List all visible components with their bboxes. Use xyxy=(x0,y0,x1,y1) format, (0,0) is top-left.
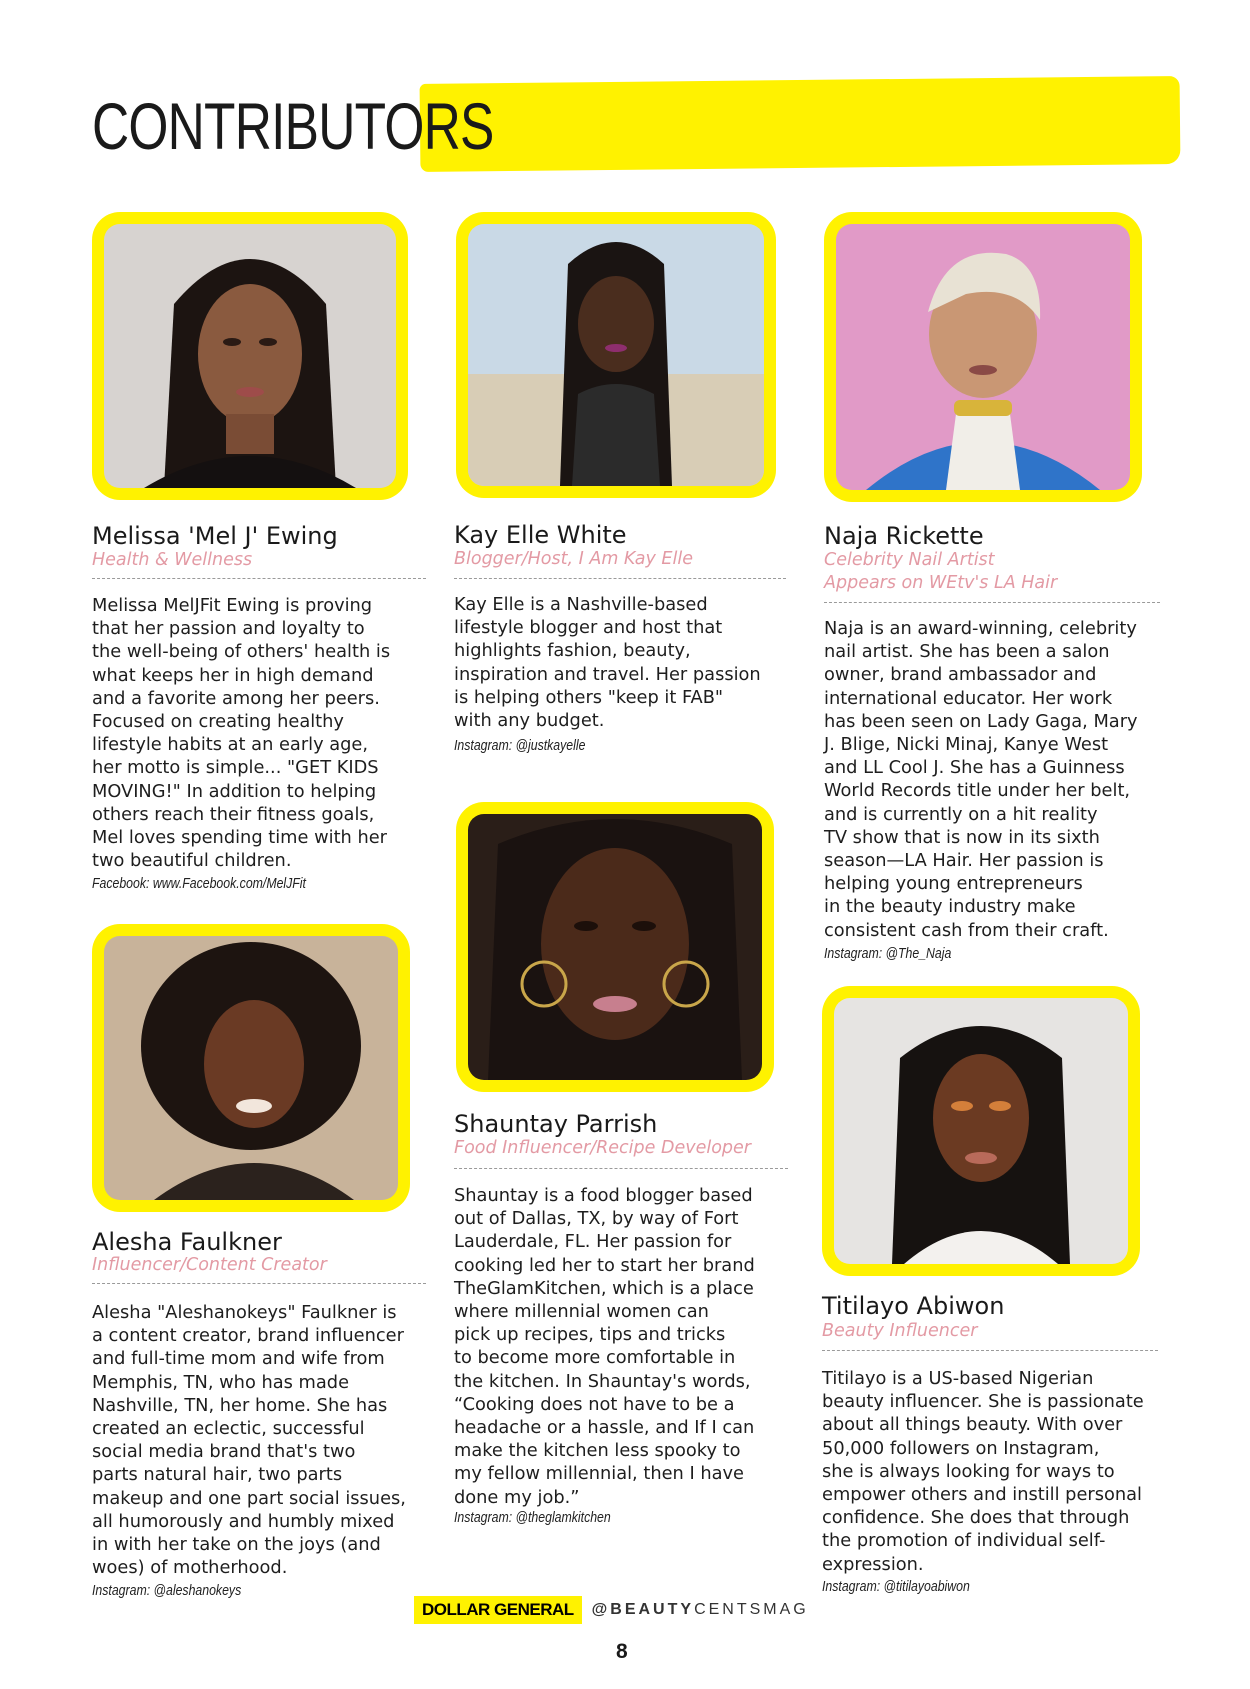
divider xyxy=(92,578,426,579)
photo-shauntay-parrish xyxy=(456,802,774,1092)
page-number: 8 xyxy=(616,1640,628,1663)
divider xyxy=(824,602,1160,603)
magazine-handle[interactable]: @BEAUTYCENTSMAG xyxy=(591,1601,809,1618)
contributor-bio: Shauntay is a food blogger based out of Dallas, TX, by way of Fort Lauderdale, FL. Her passion for cooking led her to start her brand TheGlamKitchen, which is a place where millennial women can pick up recipes, tips and tricks to become more comfortable in the kitchen. In Shauntay's words, “Cooking does not have to be a headache or a hassle, and If I can make the kitchen less spooky to my fellow millennial, then I have done my job.” xyxy=(454,1185,755,1508)
contributor-bio: Melissa MelJFit Ewing is proving that her passion and loyalty to the well-being of others' health is what keeps her in high demand and a favorite among her peers. Focused on creating healthy lifestyle habits at an early age, her motto is simple... "GET KIDS MOVING!" In addition to helping others reach their fitness goals, Mel loves spending time with her two beautiful children. xyxy=(92,595,391,872)
photo-melissa-ewing xyxy=(92,212,408,500)
divider xyxy=(822,1350,1158,1351)
photo-alesha-faulkner xyxy=(92,924,410,1212)
divider xyxy=(92,1283,426,1284)
contributor-social-link[interactable]: Instagram: @aleshanokeys xyxy=(92,1582,242,1599)
contributor-name: Melissa 'Mel J' Ewing xyxy=(92,522,338,550)
divider xyxy=(454,1168,788,1169)
photo-naja-rickette xyxy=(824,212,1142,502)
contributor-social-link[interactable]: Instagram: @justkayelle xyxy=(454,737,586,754)
contributor-social-link[interactable]: Facebook: www.Facebook.com/MelJFit xyxy=(92,875,306,892)
dollar-general-logo: DOLLAR GENERAL xyxy=(414,1596,582,1624)
photo-titilayo-abiwon xyxy=(822,986,1140,1276)
contributor-bio: Alesha "Aleshanokeys" Faulkner is a content creator, brand influencer and full-time mom and wife from Memphis, TN, who has made Nashville, TN, her home. She has created an eclectic, successful social media brand that's two parts natural hair, two parts makeup and one part social issues, all humorously and humbly mixed in with her take on the joys (and woes) of motherhood. xyxy=(92,1302,406,1579)
contributor-role: Beauty Influencer xyxy=(822,1321,978,1341)
contributor-bio: Naja is an award-winning, celebrity nail artist. She has been a salon owner, brand ambassador and international educator. Her work has been seen on Lady Gaga, Mary J. Blige, Nicki Minaj, Kanye West and LL Cool J. She has a Guinness World Records title under her belt, and is currently on a hit reality TV show that is now in its sixth season—LA Hair. Her passion is helping young entrepreneurs in the beauty industry make consistent cash from their craft. xyxy=(824,618,1138,941)
contributor-social-link[interactable]: Instagram: @theglamkitchen xyxy=(454,1509,611,1526)
contributor-social-link[interactable]: Instagram: @titilayoabiwon xyxy=(822,1578,970,1595)
contributor-role: Blogger/Host, I Am Kay Elle xyxy=(454,549,693,569)
contributor-name: Titilayo Abiwon xyxy=(822,1292,1005,1320)
contributor-role: Health & Wellness xyxy=(92,550,253,570)
contributor-bio: Titilayo is a US-based Nigerian beauty influencer. She is passionate about all things beauty. With over 50,000 followers on Instagram, she is always looking for ways to empower others and instill personal confidence. She does that through the promotion of individual self- expression. xyxy=(822,1368,1144,1575)
contributor-name: Kay Elle White xyxy=(454,521,627,549)
title-highlight-bar xyxy=(420,76,1181,172)
contributor-name: Alesha Faulkner xyxy=(92,1228,282,1256)
page-title: CONTRIBUTORS xyxy=(92,89,494,163)
contributor-role: Celebrity Nail Artist xyxy=(824,550,995,570)
contributor-social-link[interactable]: Instagram: @The_Naja xyxy=(824,945,952,962)
contributor-role: Appears on WEtv's LA Hair xyxy=(824,573,1058,593)
footer xyxy=(414,1596,809,1624)
contributor-bio: Kay Elle is a Nashville-based lifestyle blogger and host that highlights fashion, beauty, inspiration and travel. Her passion is helping others "keep it FAB" with any budget. xyxy=(454,594,761,732)
contributor-name: Naja Rickette xyxy=(824,522,984,550)
divider xyxy=(454,578,786,579)
contributor-name: Shauntay Parrish xyxy=(454,1110,658,1138)
contributor-role: Food Influencer/Recipe Developer xyxy=(454,1138,751,1158)
contributor-role: Influencer/Content Creator xyxy=(92,1255,327,1275)
photo-kay-elle-white xyxy=(456,212,776,498)
